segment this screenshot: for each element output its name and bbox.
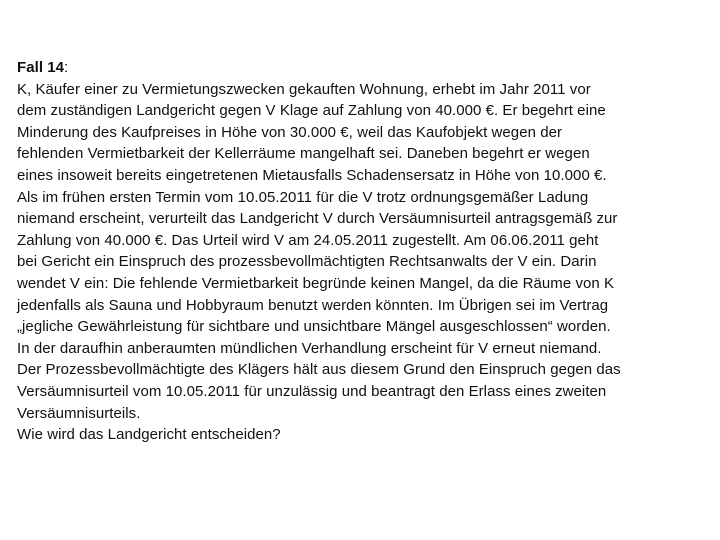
- case-title-colon: :: [64, 59, 69, 76]
- text-line: Minderung des Kaufpreises in Höhe von 30.000 €, weil das Kaufobjekt wegen der: [17, 123, 563, 141]
- text-line: „jegliche Gewährleistung für sichtbare und unsichtbare Mängel ausgeschlossen“ worden.: [17, 318, 611, 336]
- text-line: K, Käufer einer zu Vermietungszwecken gekauften Wohnung, erhebt im Jahr 2011 vor: [17, 80, 591, 98]
- text-line: bei Gericht ein Einspruch des prozessbevollmächtigten Rechtsanwalts der V ein. Darin: [17, 253, 597, 271]
- text-line: In der daraufhin anberaumten mündlichen Verhandlung erscheint für V erneut niemand.: [17, 339, 602, 357]
- text-line: Als im frühen ersten Termin vom 10.05.2011 für die V trotz ordnungsgemäßer Ladung: [17, 188, 589, 206]
- text-line: eines insoweit bereits eingetretenen Mietausfalls Schadensersatz in Höhe von 10.000 €.: [17, 166, 607, 184]
- text-line: Versäumnisurteil vom 10.05.2011 für unzulässig und beantragt den Erlass eines zweiten: [17, 382, 607, 400]
- text-line: wendet V ein: Die fehlende Vermietbarkeit begründe keinen Mangel, da die Räume von K: [17, 274, 615, 292]
- text-line: niemand erscheint, verurteilt das Landgericht V durch Versäumnisurteil antragsgemäß zur: [17, 210, 618, 228]
- case-text-block: [17, 57, 707, 446]
- case-title: Fall 14: [17, 59, 65, 76]
- text-line: Der Prozessbevollmächtigte des Klägers hält aus diesem Grund den Einspruch gegen das: [17, 361, 621, 379]
- text-line: Zahlung von 40.000 €. Das Urteil wird V am 24.05.2011 zugestellt. Am 06.06.2011 geht: [17, 231, 599, 249]
- text-line: dem zuständigen Landgericht gegen V Klage auf Zahlung von 40.000 €. Er begehrt eine: [17, 102, 606, 120]
- case-title-line: [17, 57, 707, 79]
- text-line: Versäumnisurteils.: [17, 404, 141, 422]
- text-line: fehlenden Vermietbarkeit der Kellerräume mangelhaft sei. Daneben begehrt er wegen: [17, 145, 590, 163]
- text-line: jedenfalls als Sauna und Hobbyraum benutzt werden könnten. Im Übrigen sei im Vertrag: [17, 296, 609, 314]
- question-line: Wie wird das Landgericht entscheiden?: [17, 426, 281, 444]
